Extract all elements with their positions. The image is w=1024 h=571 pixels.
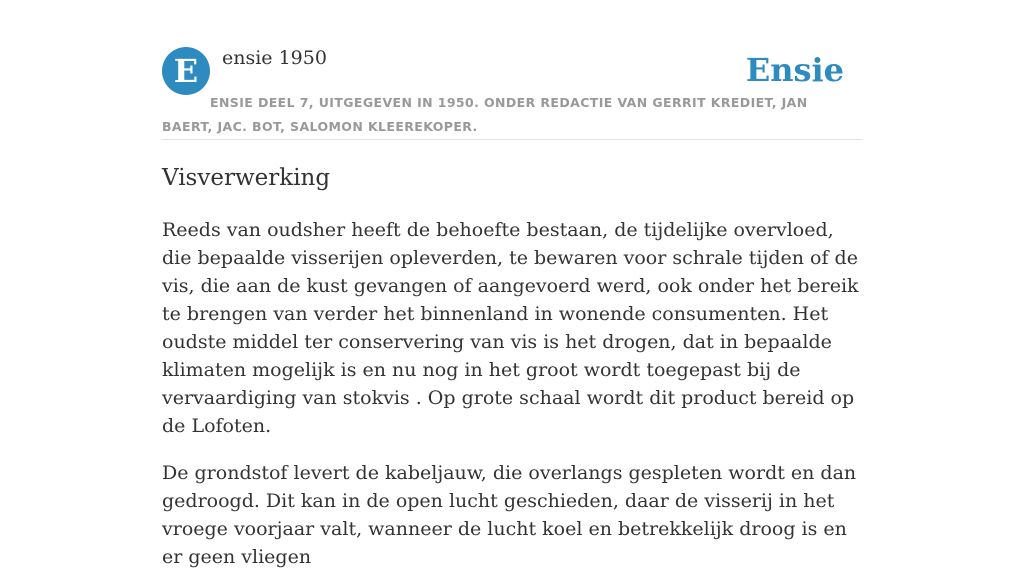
article-paragraph: Reeds van oudsher heeft de behoefte bestaan, de tijdelijke overvloed, die bepaalde visserijen opleverden, te bewaren voor schrale tijden of de vis, die aan de kust gevangen of aangevoerd werd, ook onder het bereik te brengen van verder het binnenland in wonende consumenten. Het oudste middel ter conservering van vis is het drogen, dat in bepaalde klimaten mogelijk is en nu nog in het groot wordt toegepast bij de vervaardiging van stokvis . Op grote schaal wordt dit product bereid op de Lofoten. bbox=[162, 219, 859, 437]
logo-icon[interactable]: E bbox=[162, 47, 210, 95]
site-title-link[interactable]: ensie 1950 bbox=[222, 47, 327, 69]
brand-logo[interactable]: Ensie bbox=[745, 51, 844, 89]
site-header bbox=[162, 46, 862, 140]
article bbox=[162, 162, 862, 571]
article-paragraph: De grondstof levert de kabeljauw, die overlangs gespleten wordt en dan gedroogd. Dit kan in de open lucht geschieden, daar de visserij in het vroege voorjaar valt, wanneer de lucht koel en betrekkelijk droog is en er geen vliegen bbox=[162, 462, 857, 568]
edition-description: ENSIE DEEL 7, UITGEGEVEN IN 1950. ONDER REDACTIE VAN GERRIT KREDIET, JAN BAERT, JAC. BOT, SALOMON KLEEREKOPER. bbox=[162, 95, 808, 134]
article-title: Visverwerking bbox=[162, 165, 331, 191]
